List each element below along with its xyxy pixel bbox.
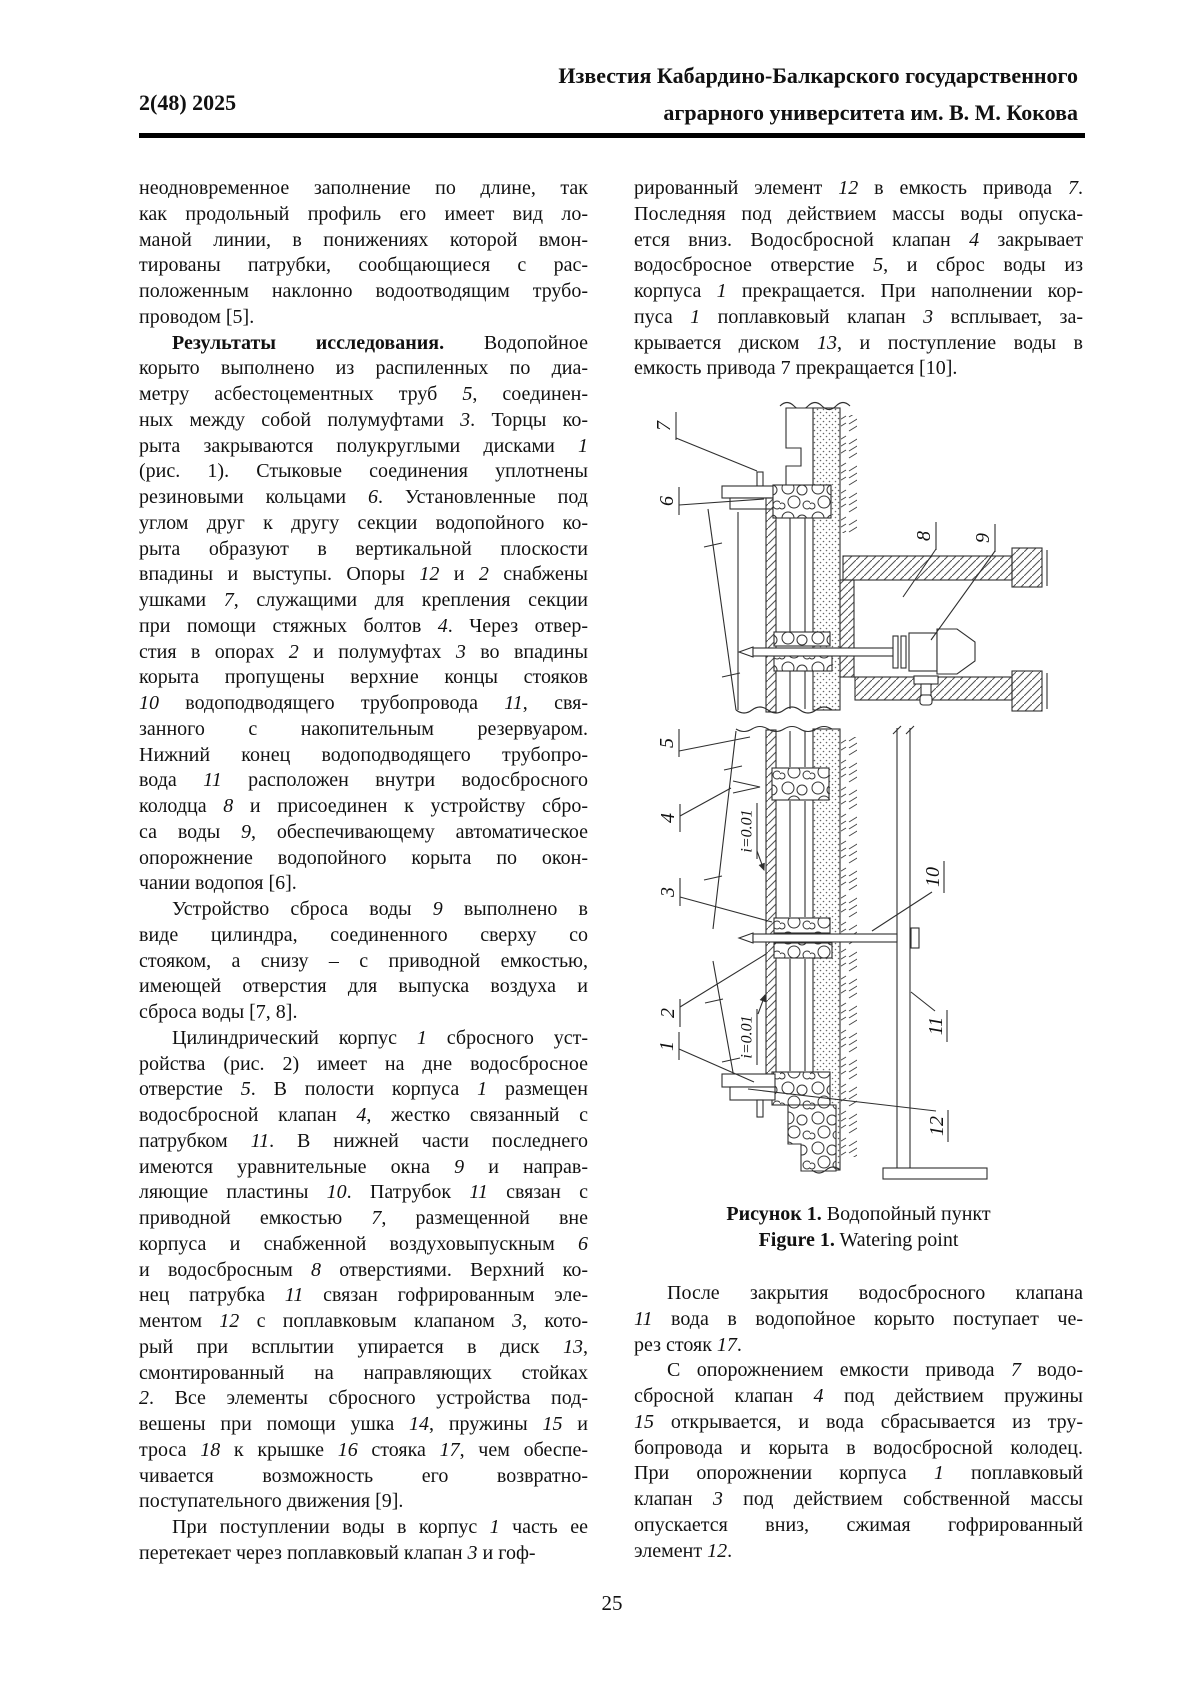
- text-line: 11 вода в водопойное корыто поступает че-: [634, 1307, 1083, 1330]
- text-line: водосбросное отверстие 5, и сброс воды из: [634, 254, 1083, 277]
- text-line: приводной емкостью 7, размещенной вне: [139, 1207, 588, 1229]
- figure-caption-ru: [634, 1201, 1083, 1227]
- text-line: смонтированный на направляющих стойках: [139, 1361, 588, 1384]
- text-line: С опорожнением емкости привода 7 водо-: [667, 1359, 1083, 1382]
- journal-title-line2: аграрного университета им. В. М. Кокова: [663, 100, 1078, 125]
- text-line: Цилиндрический корпус 1 сбросного уст-: [172, 1026, 588, 1049]
- text-line: пуса 1 поплавковый клапан 3 всплывает, за-: [634, 305, 1083, 328]
- text-line: стояком, а снизу – с приводной емкостью,: [139, 949, 588, 972]
- text-line: Последняя под действием массы воды опуска-: [634, 202, 1083, 225]
- figure-label-11: 11: [925, 1016, 947, 1036]
- text-line: рез стояк 17.: [634, 1333, 742, 1356]
- text-line: при помощи стяжных болтов 4. Через отвер-: [139, 614, 588, 637]
- text-line: ушками 7, служащими для крепления секции: [139, 589, 588, 611]
- figure-caption: [634, 1201, 1083, 1253]
- paragraph: [634, 1358, 1083, 1564]
- text-line: ляющие пластины 10. Патрубок 11 связан с: [139, 1181, 588, 1204]
- paragraph: [139, 1515, 588, 1567]
- text-line: сбросной клапан 4 под действием пружины: [634, 1385, 1083, 1407]
- text-line: крывается диском 13, и поступление воды в: [634, 331, 1084, 354]
- figure-caption-en-label: Figure 1.: [758, 1229, 835, 1251]
- text-line: корпуса и снабженной воздуховыпускным 6: [139, 1232, 588, 1255]
- figure-label-5: 5: [656, 738, 678, 748]
- text-line: корпуса 1 прекращается. При наполнении кор-: [634, 280, 1083, 302]
- text-line: вешены при помощи ушка 14, пружины 15 и: [139, 1413, 588, 1435]
- text-line: рированный элемент 12 в емкость привода 7.: [634, 177, 1083, 199]
- text-line: Результаты исследования. Водопойное: [172, 331, 589, 354]
- text-line: При поступлении воды в корпус 1 часть ее: [172, 1516, 588, 1538]
- text-line: сброса воды [7, 8].: [139, 1001, 298, 1023]
- text-line: троса 18 к крышке 16 стояка 17, чем обеспе-: [139, 1438, 589, 1461]
- figure-caption-ru-label: Рисунок 1.: [726, 1203, 822, 1225]
- text-line: виде цилиндра, соединенного сверху со: [139, 923, 588, 946]
- text-line: са воды 9, обеспечивающему автоматическое: [139, 820, 588, 843]
- text-line: резиновыми кольцами 6. Установленные под: [139, 486, 588, 508]
- text-line: бопровода и корыта в водосбросной колодец.: [634, 1436, 1083, 1459]
- text-line: опорожнение водопойного корыта по окон-: [139, 846, 588, 869]
- figure-label-3: 3: [657, 887, 679, 897]
- figure-slope-label-2: i=0.01: [738, 1015, 756, 1059]
- figure-label-12: 12: [926, 1116, 948, 1136]
- text-line: корыта пропущены верхние концы стояков: [139, 666, 588, 689]
- right-column-top: [634, 176, 1083, 382]
- text-line: занного с накопительным резервуаром.: [139, 717, 588, 740]
- text-line: метру асбестоцементных труб 5, соединен-: [139, 383, 588, 405]
- text-line: неодновременное заполнение по длине, так: [139, 177, 588, 199]
- text-line: углом друг к другу секции водопойного ко-: [139, 511, 588, 534]
- journal-title-line1: Известия Кабардино-Балкарского государственного: [558, 63, 1078, 88]
- text-line: При опорожнении корпуса 1 поплавковый: [634, 1462, 1083, 1485]
- paragraph: [634, 176, 1083, 382]
- text-line: 2. Все элементы сбросного устройства под-: [139, 1387, 588, 1410]
- figure-caption-en: [634, 1227, 1083, 1253]
- text-line: рый при всплытии упирается в диск 13,: [139, 1335, 588, 1358]
- text-line: патрубком 11. В нижней части последнего: [139, 1129, 588, 1152]
- paragraph: [139, 176, 588, 331]
- text-line: нец патрубка 11 связан гофрированным эле-: [139, 1284, 588, 1307]
- text-line: имеются уравнительные окна 9 и направ-: [139, 1155, 589, 1178]
- text-line: ется вниз. Водосбросной клапан 4 закрывает: [634, 228, 1084, 251]
- text-line: отверстие 5. В полости корпуса 1 размещен: [139, 1078, 588, 1101]
- journal-title: [558, 57, 1078, 131]
- text-line: 15 открывается, и вода сбрасывается из тру-: [634, 1410, 1083, 1433]
- figure-1-watering-point: [630, 398, 1060, 1190]
- text-line: маной линии, в понижениях которой вмон-: [139, 228, 588, 251]
- text-line: вода 11 расположен внутри водосбросного: [139, 769, 588, 792]
- text-line: корыто выполнено из распиленных по диа-: [139, 357, 588, 380]
- text-line: ментом 12 с поплавковым клапаном 3, кото-: [139, 1310, 588, 1332]
- text-line: Нижний конец водоподводящего трубопро-: [139, 743, 588, 766]
- figure-label-2: 2: [657, 1008, 679, 1018]
- text-line: емкость привода 7 прекращается [10].: [634, 357, 958, 380]
- paragraph: [139, 331, 588, 898]
- right-column-bottom: [634, 1281, 1083, 1564]
- text-line: элемент 12.: [634, 1539, 733, 1562]
- header-rule: [139, 133, 1085, 138]
- paragraph: [139, 897, 588, 1026]
- text-line: рыта образуют в вертикальной плоскости: [139, 537, 588, 560]
- paragraph: [139, 1026, 588, 1515]
- figure-label-6: 6: [656, 496, 678, 506]
- text-line: чивается возможность его возвратно-: [139, 1464, 588, 1487]
- figure-label-1: 1: [656, 1041, 678, 1051]
- figure-label-7: 7: [653, 421, 675, 431]
- figure-linework: [676, 403, 1047, 1180]
- figure-label-4: 4: [657, 813, 679, 823]
- text-line: перетекает через поплавковый клапан 3 и гоф-: [139, 1541, 536, 1564]
- figure-caption-en-text: Watering point: [834, 1229, 959, 1251]
- text-line: чании водопоя [6].: [139, 872, 297, 895]
- text-line: После закрытия водосбросного клапана: [667, 1282, 1083, 1304]
- figure-1-diagram: [630, 398, 1060, 1190]
- text-line: рыта закрываются полукруглыми дисками 1: [139, 434, 588, 457]
- text-line: 10 водоподводящего трубопровода 11, свя-: [139, 692, 588, 714]
- text-line: тированы патрубки, сообщающиеся с рас-: [139, 254, 588, 277]
- text-line: ных между собой полумуфтами 3. Торцы ко-: [139, 408, 589, 431]
- text-line: имеющей отверстия для выпуска воздуха и: [139, 975, 588, 998]
- text-line: стия в опорах 2 и полумуфтах 3 во впадины: [139, 640, 588, 663]
- left-column: [139, 176, 588, 1567]
- issue-number: 2(48) 2025: [139, 90, 237, 115]
- text-line: как продольный профиль его имеет вид ло-: [139, 202, 588, 225]
- text-line: клапан 3 под действием собственной массы: [634, 1488, 1083, 1510]
- figure-label-8: 8: [913, 531, 935, 541]
- text-line: и водосбросным 8 отверстиями. Верхний ко-: [139, 1258, 588, 1281]
- text-line: поступательного движения [9].: [139, 1490, 404, 1513]
- figure-caption-ru-text: Водопойный пункт: [821, 1203, 991, 1225]
- figure-label-10: 10: [922, 867, 944, 887]
- figure-label-9: 9: [972, 533, 994, 543]
- text-line: ройства (рис. 2) имеет на дне водосбросное: [139, 1052, 588, 1075]
- text-line: опускается вниз, сжимая гофрированный: [634, 1513, 1083, 1536]
- text-line: проводом [5].: [139, 305, 255, 328]
- text-line: (рис. 1). Стыковые соединения уплотнены: [139, 460, 588, 483]
- text-line: колодца 8 и присоединен к устройству сбро-: [139, 795, 588, 817]
- text-line: водосбросной клапан 4, жестко связанный с: [139, 1104, 588, 1126]
- paragraph: [634, 1281, 1083, 1358]
- page-number: 25: [601, 1591, 623, 1615]
- text-line: Устройство сброса воды 9 выполнено в: [172, 898, 588, 920]
- text-line: впадины и выступы. Опоры 12 и 2 снабжены: [139, 563, 588, 586]
- figure-slope-label-1: i=0.01: [738, 809, 756, 853]
- text-line: положенным наклонно водоотводящим трубо-: [139, 280, 588, 302]
